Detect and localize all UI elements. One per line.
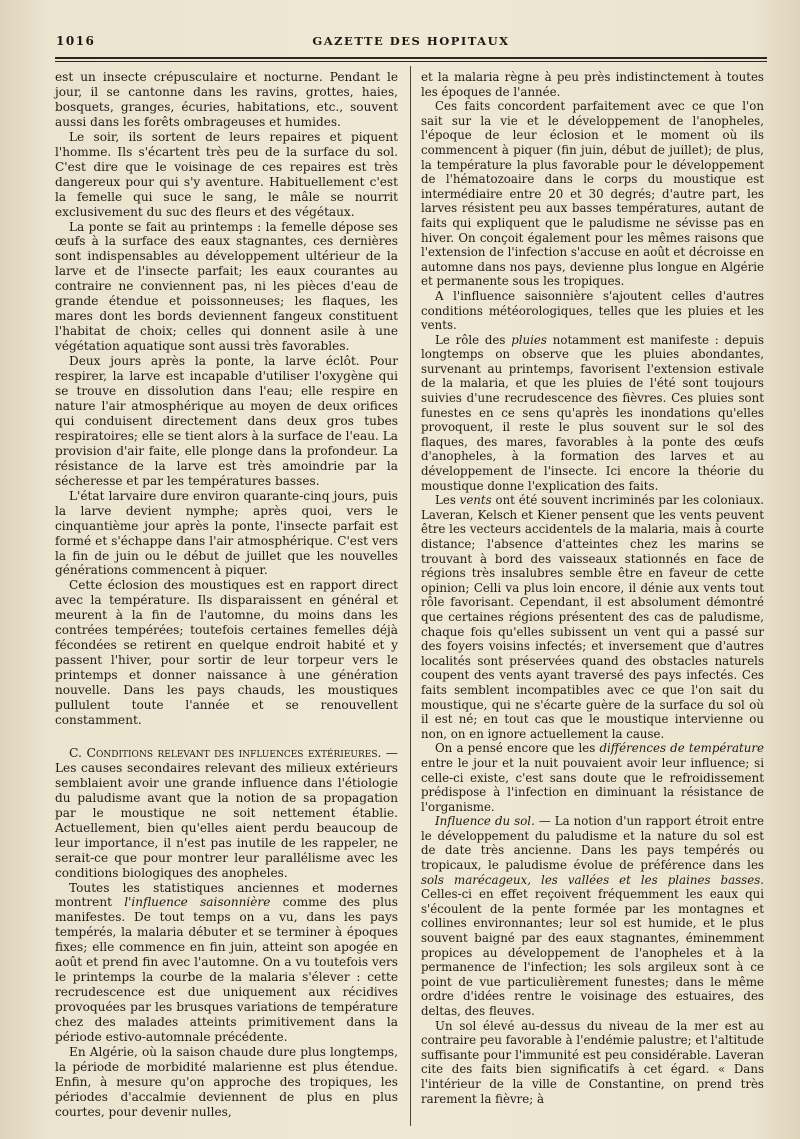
page-number: 1016 — [56, 34, 96, 48]
paragraph — [421, 741, 764, 814]
paragraph: En Algérie, où la saison chaude dure plus longtemps, la période de morbidité malarienne est plus étendue. Enfin, à mesure qu'on approche des tropiques, les périodes d'accalmie deviennent de plus en plus courtes, pour devenir nulles, — [55, 1045, 398, 1119]
paragraph — [421, 493, 764, 741]
text-run: Toutes les statistiques anciennes et modernes montrent — [55, 880, 398, 910]
paragraph — [421, 814, 764, 1018]
paragraph: Deux jours après la ponte, la larve éclôt. Pour respirer, la larve est incapable d'utiliser l'oxygène qui se trouve en dissolution dans l'eau; elle respire en nature l'air atmosphérique au moyen de deux orifices qui conduisent directement dans deux gros tubes respiratoires; elle se tient alors à la surface de l'eau. La provision d'air faite, elle plonge dans la profondeur. La résistance de la larve est très amoindrie par la sécheresse et par les températures basses. — [55, 354, 398, 488]
paragraph: et la malaria règne à peu près indistinctement à toutes les époques de l'année. — [421, 70, 764, 99]
emphasis: pluies — [511, 332, 547, 347]
paragraph: La ponte se fait au printemps : la femelle dépose ses œufs à la surface des eaux stagnantes, ces dernières sont indispensables au développement ultérieur de la larve et de l'insecte parfait; les eaux courantes au contraire ne conviennent pas, ni les pièces d'eau de grande étendue et poissonneuses; les flaques, les mares dont les bords deviennent fangeux constituent l'habitat de choix; celles qui donnent asile à une végétation aquatique sont aussi très favorables. — [55, 219, 398, 354]
paragraph: est un insecte crépusculaire et nocturne. Pendant le jour, il se cantonne dans les ravins, grottes, haies, bosquets, granges, écuries, habitations, etc., souvent aussi dans les forêts ombrageuses et humides. — [55, 70, 398, 129]
left-column — [55, 70, 398, 1120]
right-column — [421, 70, 764, 1106]
emphasis: différences de température — [599, 741, 764, 756]
section-c-paragraph — [55, 746, 398, 881]
emphasis: vents — [459, 493, 492, 508]
text-run: entre le jour et la nuit pouvaient avoir leur influence; si celle-ci existe, c'est sans doute que le refroidissement prédispose à l'infection en diminuant la résistance de l'organisme. — [421, 755, 764, 814]
paragraph: A l'influence saisonnière s'ajoutent celles d'autres conditions météorologiques, telles que les pluies et les vents. — [421, 288, 764, 333]
header-rule-thick — [55, 57, 767, 59]
paragraph — [421, 333, 764, 494]
text-run: On a pensé encore que les — [435, 741, 600, 756]
section-heading: C. Conditions relevant des influences extérieures. — [69, 744, 382, 760]
paragraph: Un sol élevé au-dessus du niveau de la mer est au contraire peu favorable à l'endémie palustre; et l'altitude suffisante pour l'immunité est peu considérable. Laveran cite des faits bien significatifs à cet égard. « Dans l'intérieur de la ville de Constantine, on prend très rarement la fièvre; à — [421, 1018, 765, 1106]
section-text: — Les causes secondaires relevant des milieux extérieurs semblaient avoir une grande influence dans l'étiologie du paludisme avant que la notion de sa propagation par le moustique ne soit nettement établie. Actuellement, bien qu'elles aient perdu beaucoup de leur importance, il n'est pas inutile de les rappeler, ne serait-ce que pour montrer leur parallélisme avec les conditions biologiques des anopheles. — [55, 745, 398, 880]
text-run: ont été souvent incriminés par les coloniaux. Laveran, Kelsch et Kiener pensent que les vents peuvent être les vecteurs accidentels de la malaria, mais à courte distance; l'absence d'atteintes chez les marins se trouvant à bord des vaisseaux stationnés en face de régions très insalubres semble être en faveur de cette opinion; Celli va plus loin encore, il dénie aux vents tout rôle favorisant. Cependant, il est absolument démontré que certaines régions présentent des cas de paludisme, chaque fois qu'elles subissent un vent qui a passé sur des foyers voisins infectés; et inversement que d'autres localités sont préservées quand des obstacles naturels coupent des vents ayant traversé des pays infectés. Ces faits semblent incompatibles avec ce que l'on sait du moustique, qui ne s'écarte guère de la surface du sol où il est né; en tout cas que le moustique intervienne ou non, on en ignore actuellement la cause. — [421, 493, 765, 741]
text-run: Le rôle des — [435, 332, 512, 347]
header-rule-thin — [55, 61, 767, 62]
column-divider — [410, 66, 411, 1126]
paragraph — [55, 881, 398, 1045]
text-run: Celles-ci en effet reçoivent fréquemment les eaux qui s'écoulent de la pente formée par les montagnes et collines environnantes; leur sol est humide, et le plus souvent baigné par des eaux stagnantes, éminemment propices au développement de l'anopheles et à la permanence de l'infection; les sols argileux sont à ce point de vue particulièrement funestes; dans le même ordre d'idées rentre le voisinage des estuaires, des deltas, des fleuves. — [421, 887, 764, 1018]
subsection-heading: Influence du sol. — [435, 814, 535, 829]
text-run: comme des plus manifestes. De tout temps on a vu, dans les pays tempérés, la malaria débuter et se terminer à époques fixes; elle commence en fin juin, atteint son apogée en août et prend fin avec l'automne. On a vu toutefois vers le printemps la courbe de la malaria s'élever : cette recrudescence est due uniquement aux récidives provoquées par les brusques variations de température chez des malades atteints primitivement dans la période estivo-automnale précédente. — [55, 895, 398, 1045]
text-run: notamment est manifeste : depuis longtemps on observe que les pluies abondantes, survenant au printemps, favorisent l'extension estivale de la malaria, et que les pluies de l'été sont toujours suivies d'une recrudescence des fièvres. Ces pluies sont funestes en ce sens qu'après les inondations qu'elles provoquent, il reste le plus souvent sur le sol des flaques, des mares, favorables à la ponte des œufs d'anopheles, à la formation des larves et au développement de l'insecte. Ici encore la théorie du moustique donne l'explication des faits. — [421, 332, 764, 493]
paragraph: Cette éclosion des moustiques est en rapport direct avec la température. Ils disparaissent en général et meurent à la fin de l'automne, du moins dans les contrées tempérées; toutefois certaines femelles déjà fécondées se retirent en quelque endroit habité et y passent l'hiver, pour sortir de leur torpeur vers le printemps et donner naissance à une génération nouvelle. Dans les pays chauds, les moustiques pullulent toute l'année et se renouvellent constamment. — [55, 578, 398, 727]
page-header — [56, 34, 766, 50]
emphasis: l'influence saisonnière — [124, 895, 271, 910]
paragraph: Ces faits concordent parfaitement avec ce que l'on sait sur la vie et le développement de l'anopheles, l'époque de leur éclosion et le moment où ils commencent à piquer (fin juin, début de juillet); de plus, la température la plus favorable pour le développement de l'hématozoaire dans le corps du moustique est intermédiaire entre 20 et 30 degrés; d'autre part, les larves résistent peu aux basses températures, autant de faits qui expliquent que le paludisme ne sévisse pas en hiver. On conçoit également pour les mêmes raisons que l'extension de l'infection s'accuse en août et décroisse en automne dans nos pays, devienne plus longue en Algérie et permanente sous les tropiques. — [421, 99, 764, 289]
journal-title: GAZETTE DES HOPITAUX — [312, 34, 510, 48]
text-run: — La notion d'un rapport étroit entre le développement du paludisme et la nature du sol est de date très ancienne. Dans les pays tempérés ou tropicaux, le paludisme évolue de préférence dans les — [421, 814, 764, 873]
paragraph: L'état larvaire dure environ quarante-cinq jours, puis la larve devient nymphe; après quoi, vers le cinquantième jour après la ponte, l'insecte parfait est formé et s'échappe dans l'air atmosphérique. C'est vers la fin de juin ou le début de juillet que les nouvelles générations commencent à piquer. — [55, 488, 398, 578]
paragraph: Le soir, ils sortent de leurs repaires et piquent l'homme. Ils s'écartent très peu de la surface du sol. C'est dire que le voisinage de ces repaires est très dangereux pour qui s'y aventure. Habituellement c'est la femelle qui suce le sang, le mâle se nourrit exclusivement du suc des fleurs et des végétaux. — [55, 129, 398, 219]
text-run: Les — [435, 493, 460, 508]
emphasis: sols marécageux, les vallées et les plaines basses. — [421, 872, 764, 887]
